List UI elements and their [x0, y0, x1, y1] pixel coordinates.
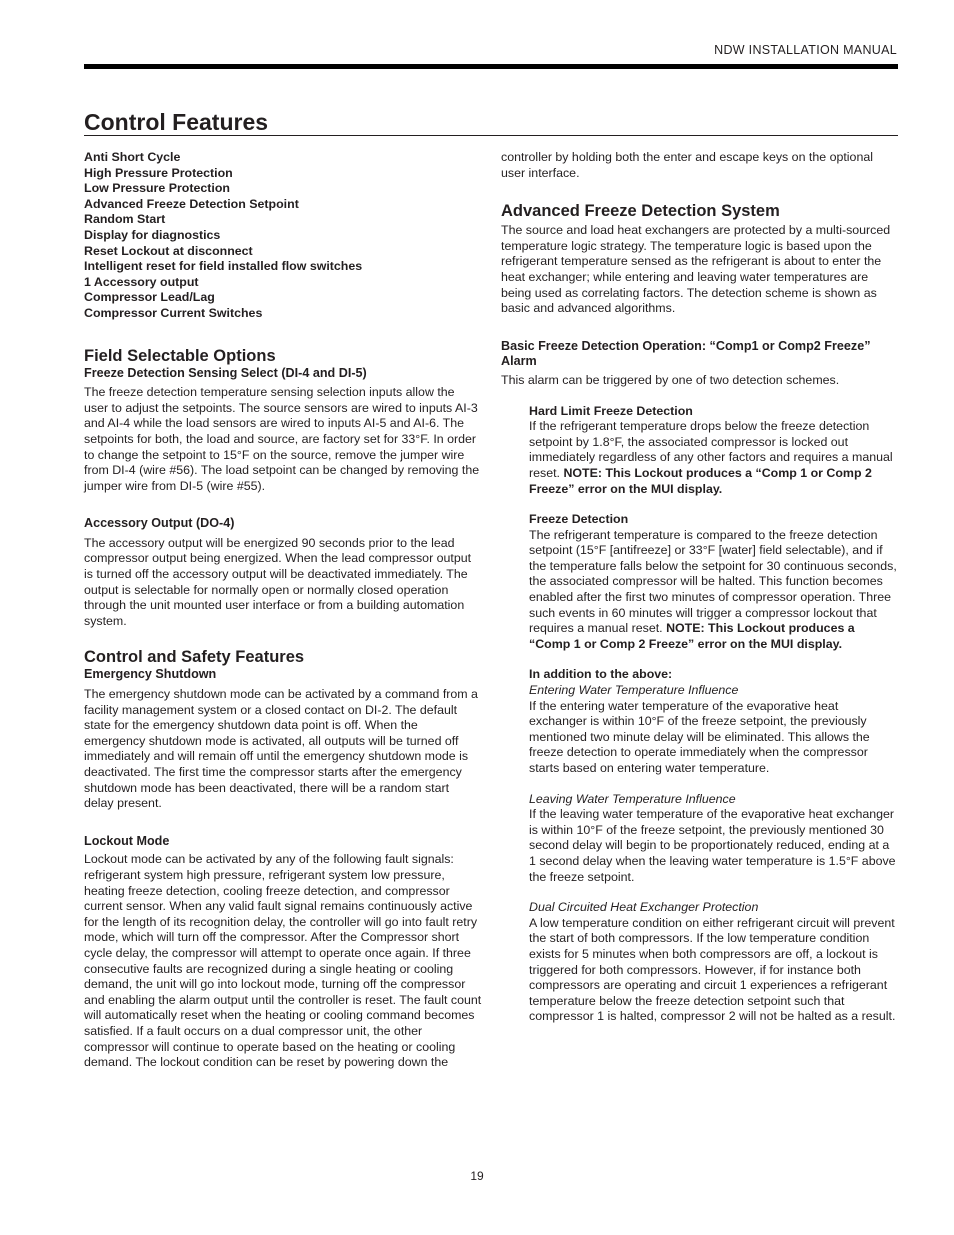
- emergency-shutdown-heading: Emergency Shutdown: [84, 667, 217, 682]
- hard-limit-text: [529, 419, 899, 497]
- in-addition-heading: In addition to the above:: [529, 667, 673, 682]
- field-selectable-heading: Field Selectable Options: [84, 346, 276, 365]
- ewt-heading: Entering Water Temperature Influence: [529, 683, 739, 698]
- feature-item: Display for diagnostics: [84, 227, 221, 242]
- basic-freeze-heading: Basic Freeze Detection Operation: “Comp1 or Comp2 Freeze” Alarm: [501, 338, 871, 369]
- left-column: [84, 150, 482, 1071]
- right-column: [501, 150, 899, 1025]
- afds-text: The source and load heat exchangers are protected by a multi-sourced temperature logic strategy. The temperature logic is based upon the refrigerant temperature sensed as the refrigerant is about to enter the heat exchanger; while entering and leaving water temperatures are being used as correlating factors. The detection scheme is shown as basic and advanced algorithms.: [501, 223, 891, 316]
- header-manual-title: NDW INSTALLATION MANUAL: [714, 43, 897, 57]
- feature-item: High Pressure Protection: [84, 165, 233, 180]
- lwt-heading: Leaving Water Temperature Influence: [529, 791, 736, 806]
- page-number: 19: [470, 1169, 484, 1183]
- feature-item: Intelligent reset for field installed flow switches: [84, 259, 363, 274]
- accessory-output-text: The accessory output will be energized 90 seconds prior to the lead compressor output being energized. When the lead compressor output is turned off the accessory output will be deactivated immediately. The output is selectable for normally open or normally closed operation through the unit mounted user interface or from a building automation system.: [84, 535, 472, 628]
- freeze-detection-text: [529, 528, 899, 653]
- feature-list: [84, 150, 482, 322]
- lockout-mode-heading: Lockout Mode: [84, 833, 170, 848]
- lwt-text: If the leaving water temperature of the evaporative heat exchanger is within 10°F of the freeze setpoint, the previously mentioned 30 second delay will begin to be proportionately reduced, ending at a 1 second delay when the leaving water temperature is 1.5°F above the freeze setpoint.: [529, 807, 896, 884]
- feature-item: Reset Lockout at disconnect: [84, 243, 253, 258]
- hard-limit-heading: Hard Limit Freeze Detection: [529, 403, 693, 418]
- basic-freeze-text: This alarm can be triggered by one of two detection schemes.: [501, 372, 840, 387]
- feature-item: Advanced Freeze Detection Setpoint: [84, 196, 299, 211]
- lockout-mode-text-continued: controller by holding both the enter and escape keys on the optional user interface.: [501, 150, 873, 180]
- detection-schemes: [529, 404, 899, 1025]
- control-safety-heading: Control and Safety Features: [84, 648, 305, 667]
- freeze-sense-heading: Freeze Detection Sensing Select (DI-4 and DI-5): [84, 365, 367, 380]
- header-rule: [84, 64, 898, 69]
- feature-item: Compressor Lead/Lag: [84, 290, 215, 305]
- page-title: Control Features: [84, 109, 269, 135]
- feature-item: 1 Accessory output: [84, 274, 199, 289]
- title-rule: [84, 135, 898, 136]
- feature-item: Compressor Current Switches: [84, 305, 263, 320]
- feature-item: Anti Short Cycle: [84, 150, 181, 164]
- freeze-sense-text: The freeze detection temperature sensing selection inputs allow the user to adjust the setpoints. The source sensors are wired to inputs AI-3 and AI-4 while the load sensors are wired to inputs AI-5 and AI-6. The setpoints for both, the load and source, are factory set for 33°F. In order to change the setpoint to 15°F on the source, remove the jumper wire from DI-4 (wire #56). The load setpoint can be changed by removing the jumper wire from DI-5 (wire #55).: [84, 385, 480, 493]
- emergency-shutdown-text: The emergency shutdown mode can be activated by a command from a facility management system or a closed contact on DI-2. The default state for the emergency shutdown data point is off. When the emergency shutdown mode is activated, all outputs will be turned off immediately and will remain off until the emergency shutdown mode is deactivated. The first time the compressor starts after the emergency shutdown mode has been deactivated, there will be a random start delay present.: [84, 687, 478, 811]
- feature-item: Random Start: [84, 212, 166, 227]
- freeze-detection-body: The refrigerant temperature is compared to the freeze detection setpoint (15°F [antifreeze] or 33°F [water] field selectable), and if the temperature falls below the setpoint for 30 continuous seconds, the associated compressor will be halted. This function becomes enabled after the first two minutes of compressor operation. Three such events in 60 minutes will trigger a compressor lockout that requires a manual reset.: [529, 527, 897, 636]
- accessory-output-heading: Accessory Output (DO-4): [84, 516, 235, 531]
- hard-limit-body: If the refrigerant temperature drops below the freeze detection setpoint by 1.8°F, the associated compressor is locked out immediately regardless of any other factors and requires a manual reset.: [529, 419, 893, 480]
- freeze-detection-note: NOTE: This Lockout produces a “Comp 1 or Comp 2 Freeze” error on the MUI display.: [529, 621, 855, 651]
- dual-circuit-heading: Dual Circuited Heat Exchanger Protection: [529, 900, 759, 915]
- ewt-text: If the entering water temperature of the evaporative heat exchanger is within 10°F of the freeze setpoint, the previously mentioned two minute delay will be eliminated. This allows the freeze detection to operate immediately when the compressor starts based on entering water temperature.: [529, 698, 870, 775]
- feature-item: Low Pressure Protection: [84, 181, 230, 196]
- afds-heading: Advanced Freeze Detection System: [501, 202, 780, 221]
- freeze-detection-heading: Freeze Detection: [529, 512, 629, 527]
- lockout-mode-text: Lockout mode can be activated by any of the following fault signals: refrigerant system high pressure, refrigerant system low pressure, heating freeze detection, cooling freeze detection, and compressor current sensor. When any valid fault signal remains continuously active for the length of its recognition delay, the controller will go into fault retry mode, which will turn off the compressor. After the Compressor short cycle delay, the compressor will attempt to operate once again. If three consecutive faults are recognized during a single heating or cooling demand, the unit will go into lockout mode, turning off the compressor and enabling the alarm output until the controller is reset. The fault count will automatically reset when the heating or cooling command becomes satisfied. If a fault occurs on a dual compressor unit, the other compressor will continue to operate based on the heating or cooling demand. The lockout condition can be reset by powering down the: [84, 852, 482, 1070]
- dual-circuit-text: A low temperature condition on either refrigerant circuit will prevent the start of both compressors. If the low temperature condition exists for 5 minutes when both compressors are off, a lockout is triggered for both compressors. However, if for instance both compressors are operating and circuit 1 experiences a refrigerant temperature below the freeze detection setpoint such that compressor 1 is halted, compressor 2 will not be halted as a result.: [529, 915, 896, 1024]
- hard-limit-note: NOTE: This Lockout produces a “Comp 1 or Comp 2 Freeze” error on the MUI display.: [529, 465, 872, 496]
